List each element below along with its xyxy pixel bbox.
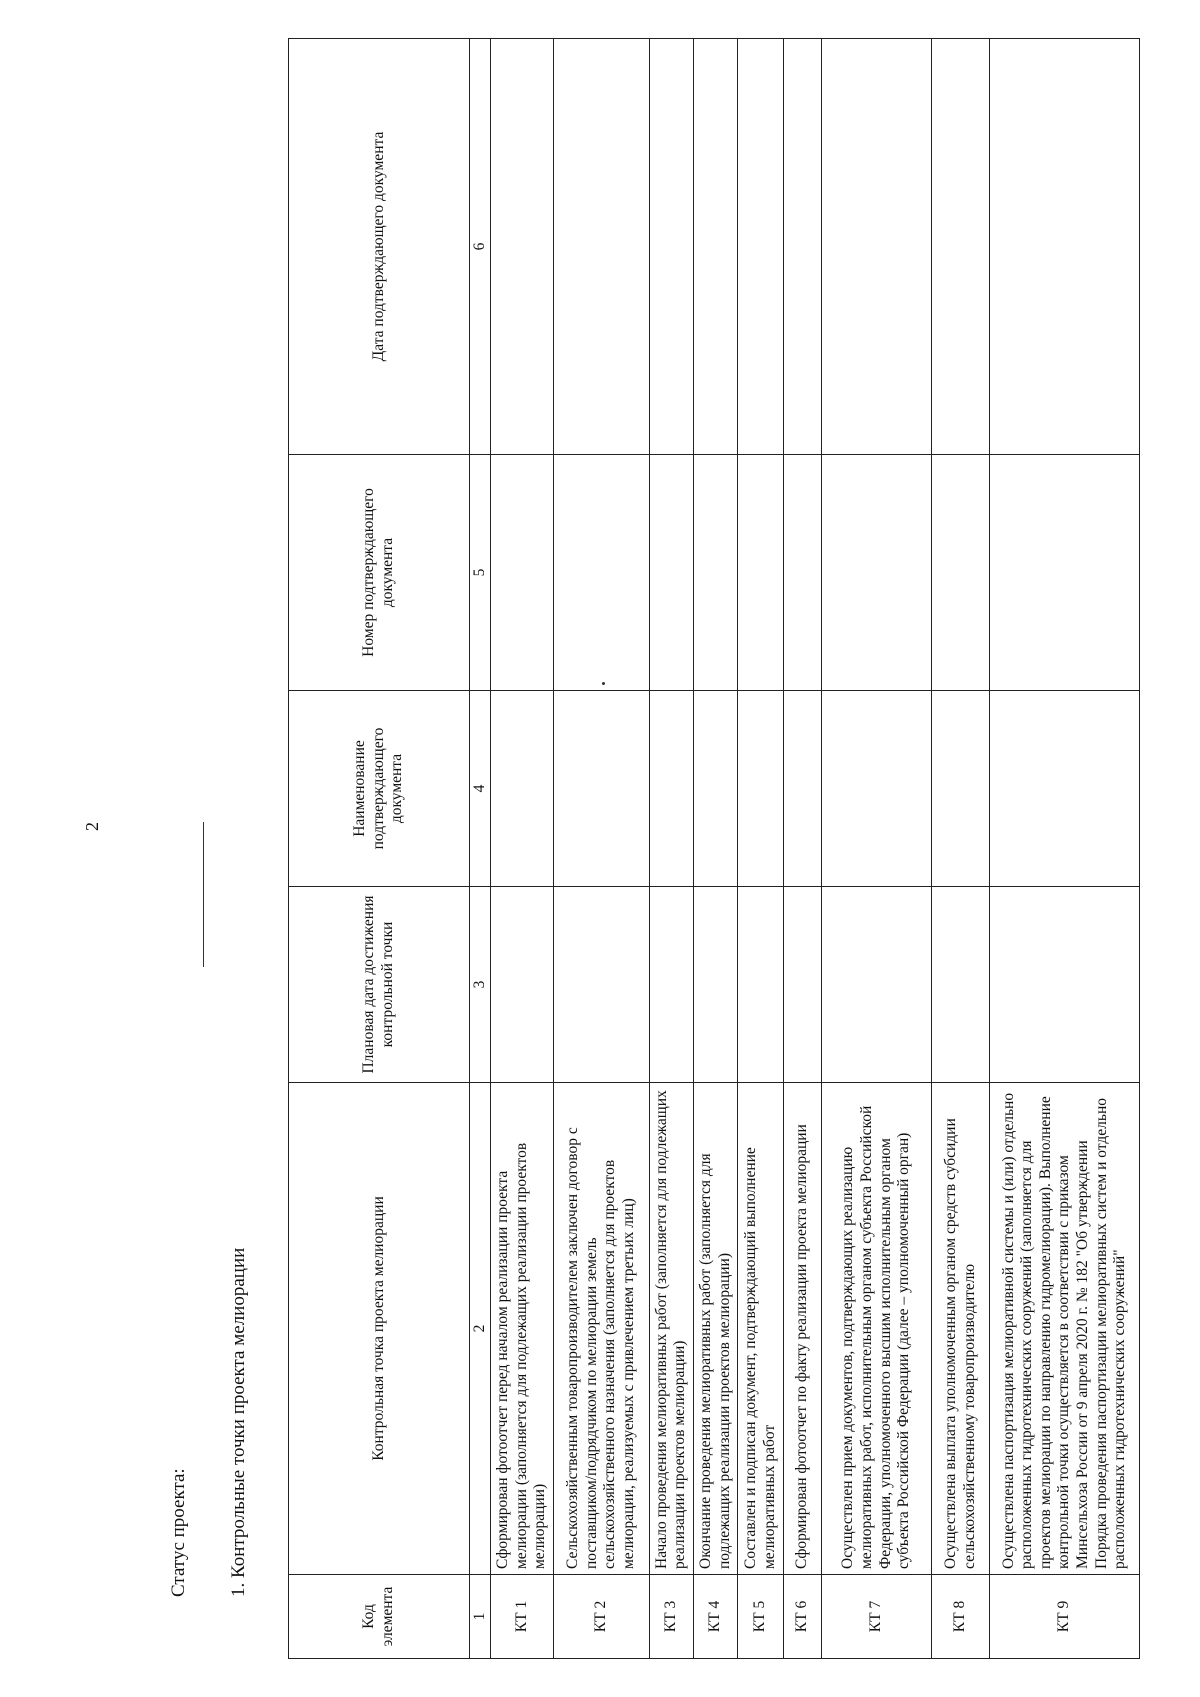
row-control-point: Составлен и подписан документ, подтверждающий выполнение мелиоративных работ [738,1083,784,1575]
row-code: КТ 3 [649,1575,693,1659]
column-number: 4 [470,691,491,887]
row-document-date [932,39,990,455]
header-document-number: Номер подтверждающего документа [289,455,470,691]
row-document-date [553,39,649,455]
row-planned-date [649,887,693,1083]
row-planned-date [932,887,990,1083]
table-row [491,39,554,1659]
row-planned-date [990,887,1140,1083]
row-document-name [932,691,990,887]
row-document-date [822,39,932,455]
row-document-name [784,691,822,887]
row-planned-date [553,887,649,1083]
row-document-date [784,39,822,455]
row-document-name [553,691,649,887]
row-document-date [738,39,784,455]
row-code: КТ 2 [553,1575,649,1659]
row-planned-date [738,887,784,1083]
row-planned-date [784,887,822,1083]
row-document-date [693,39,737,455]
stray-mark [602,682,605,685]
row-planned-date [491,887,554,1083]
row-control-point: Сформирован фотоотчет перед началом реализации проекта мелиорации (заполняется для подлежащих реализации проектов мелиорации) [491,1083,554,1575]
table-row [553,39,649,1659]
row-document-number [932,455,990,691]
row-planned-date [693,887,737,1083]
header-control-point: Контрольная точка проекта мелиорации [289,1083,470,1575]
row-document-number [693,455,737,691]
column-number: 6 [470,39,491,455]
header-document-name: Наименование подтверждающего документа [289,691,470,887]
row-document-name [649,691,693,887]
row-control-point: Осуществлена паспортизация мелиоративной системы и (или) отдельно расположенных гидротехнических сооружений (заполняется для проектов мелиорации по направлению гидромелиорации). Выполнение контрольной точки осуществляется в соответствии с приказом Минсельхоза России от 9 апреля 2020 г. № 182 "Об утверждении Порядка проведения паспортизации мелиоративных систем и отдельно расположенных гидротехнических сооружений" [990,1083,1140,1575]
row-document-number [649,455,693,691]
row-control-point: Осуществлена выплата уполномоченным органом средств субсидии сельскохозяйственному товаропроизводителю [932,1083,990,1575]
table-row [784,39,822,1659]
row-document-date [990,39,1140,455]
page-number: 2 [82,822,102,831]
row-code: КТ 1 [491,1575,554,1659]
header-document-date: Дата подтверждающего документа [289,39,470,455]
row-document-number [822,455,932,691]
row-document-name [990,691,1140,887]
project-status-label: Статус проекта: [168,1468,189,1597]
row-document-name [738,691,784,887]
row-code: КТ 9 [990,1575,1140,1659]
row-code: КТ 7 [822,1575,932,1659]
row-document-name [822,691,932,887]
row-document-number [491,455,554,691]
header-code: Код элемента [289,1575,470,1659]
table-row [990,39,1140,1659]
column-number-row [470,39,491,1659]
control-points-table [288,38,1140,1659]
row-document-name [693,691,737,887]
table-row [932,39,990,1659]
column-number: 3 [470,887,491,1083]
row-control-point: Начало проведения мелиоративных работ (заполняется для подлежащих реализации проектов мелиорации) [649,1083,693,1575]
row-document-number [784,455,822,691]
row-control-point: Окончание проведения мелиоративных работ (заполняется для подлежащих реализации проектов мелиорации) [693,1083,737,1575]
table-header-row [289,39,470,1659]
table-row [738,39,784,1659]
row-code: КТ 4 [693,1575,737,1659]
section-title: 1. Контрольные точки проекта мелиорации [228,1247,249,1597]
row-document-number [738,455,784,691]
row-document-date [491,39,554,455]
row-document-number [553,455,649,691]
column-number: 1 [470,1575,491,1659]
row-control-point: Осуществлен прием документов, подтверждающих реализацию мелиоративных работ, исполнительным органом субъекта Российской Федерации, уполномоченного высшим исполнительным органом субъекта Российской Федерации (далее – уполномоченный орган) [822,1083,932,1575]
table-row [693,39,737,1659]
row-code: КТ 5 [738,1575,784,1659]
table-row [822,39,932,1659]
column-number: 5 [470,455,491,691]
row-document-number [990,455,1140,691]
header-planned-date: Плановая дата достижения контрольной точки [289,887,470,1083]
table-row [649,39,693,1659]
row-code: КТ 8 [932,1575,990,1659]
row-document-date [649,39,693,455]
row-control-point: Сформирован фотоотчет по факту реализации проекта мелиорации [784,1083,822,1575]
column-number: 2 [470,1083,491,1575]
row-code: КТ 6 [784,1575,822,1659]
project-status-blank-line [203,822,204,967]
row-control-point: Сельскохозяйственным товаропроизводителем заключен договор с поставщиком/подрядчиком по мелиорации земель сельскохозяйственного назначения (заполняется для проектов мелиорации, реализуемых с привлечением третьих лиц) [553,1083,649,1575]
row-document-name [491,691,554,887]
row-planned-date [822,887,932,1083]
